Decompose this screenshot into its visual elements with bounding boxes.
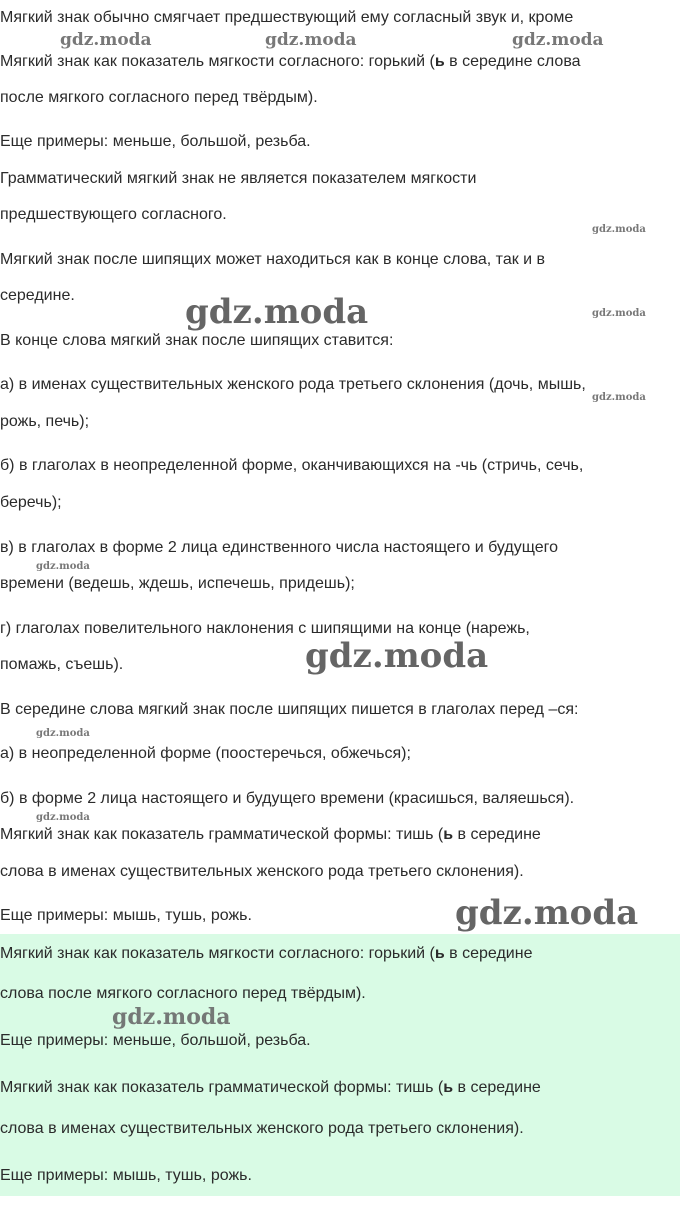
text-line: Мягкий знак обычно смягчает предшествующий ему согласный звук и, кроме (0, 9, 574, 26)
watermark: gdz.moda (305, 636, 489, 676)
text-line: В середине слова мягкий знак после шипящих пишется в глаголах перед –ся: (0, 701, 579, 718)
text-line: Еще примеры: мышь, тушь, рожь. (0, 1167, 252, 1184)
text-line: Мягкий знак как показатель мягкости согласного: горький (ь в середине (0, 945, 533, 962)
text-line: помажь, съешь). (0, 656, 124, 673)
text-line: а) в неопределенной форме (поостеречься, обжечься); (0, 745, 411, 762)
watermark: gdz.moda (592, 308, 646, 319)
text-line: середине. (0, 287, 75, 304)
soft-sign: ь (434, 53, 445, 70)
text-line: в) в глаголах в форме 2 лица единственного числа настоящего и будущего (0, 539, 558, 556)
watermark: gdz.moda (36, 812, 90, 823)
text-line: беречь); (0, 494, 62, 511)
watermark: gdz.moda (185, 292, 369, 332)
text-line: после мягкого согласного перед твёрдым). (0, 89, 318, 106)
soft-sign: ь (434, 945, 445, 962)
text-line: б) в форме 2 лица настоящего и будущего времени (красишься, валяешься). (0, 790, 575, 807)
text-line: г) глаголах повелительного наклонения с шипящими на конце (нарежь, (0, 620, 530, 637)
soft-sign: ь (443, 1079, 454, 1096)
watermark: gdz.moda (36, 561, 90, 572)
watermark: gdz.moda (36, 728, 90, 739)
text-line: Еще примеры: меньше, большой, резьба. (0, 133, 311, 150)
watermark: gdz.moda (592, 224, 646, 235)
watermark: gdz.moda (265, 30, 357, 50)
watermark: gdz.moda (592, 392, 646, 403)
text-line: слова в именах существительных женского рода третьего склонения). (0, 1120, 524, 1137)
text-line: В конце слова мягкий знак после шипящих ставится: (0, 332, 394, 349)
watermark: gdz.moda (112, 1004, 231, 1030)
text-line: Еще примеры: меньше, большой, резьба. (0, 1032, 311, 1049)
text-line: рожь, печь); (0, 413, 90, 430)
watermark: gdz.moda (60, 30, 152, 50)
text-line: Мягкий знак после шипящих может находиться как в конце слова, так и в (0, 251, 546, 268)
text-line: а) в именах существительных женского рода третьего склонения (дочь, мышь, (0, 376, 586, 393)
text-line: Мягкий знак как показатель мягкости согласного: горький (ь в середине слова (0, 53, 581, 70)
answer-highlight-block (0, 934, 680, 1196)
text-line: предшествующего согласного. (0, 206, 227, 223)
soft-sign: ь (443, 826, 454, 843)
text-line: Еще примеры: мышь, тушь, рожь. (0, 907, 252, 924)
watermark: gdz.moda (455, 893, 639, 933)
text-line: слова в именах существительных женского рода третьего склонения). (0, 863, 524, 880)
text-line: Грамматический мягкий знак не является показателем мягкости (0, 170, 477, 187)
watermark: gdz.moda (512, 30, 604, 50)
text-line: слова после мягкого согласного перед твёрдым). (0, 985, 366, 1002)
text-line: Мягкий знак как показатель грамматической формы: тишь (ь в середине (0, 1079, 541, 1096)
text-line: времени (ведешь, ждешь, испечешь, придешь); (0, 575, 355, 592)
text-line: б) в глаголах в неопределенной форме, оканчивающихся на -чь (стричь, сечь, (0, 457, 584, 474)
text-line: Мягкий знак как показатель грамматической формы: тишь (ь в середине (0, 826, 541, 843)
